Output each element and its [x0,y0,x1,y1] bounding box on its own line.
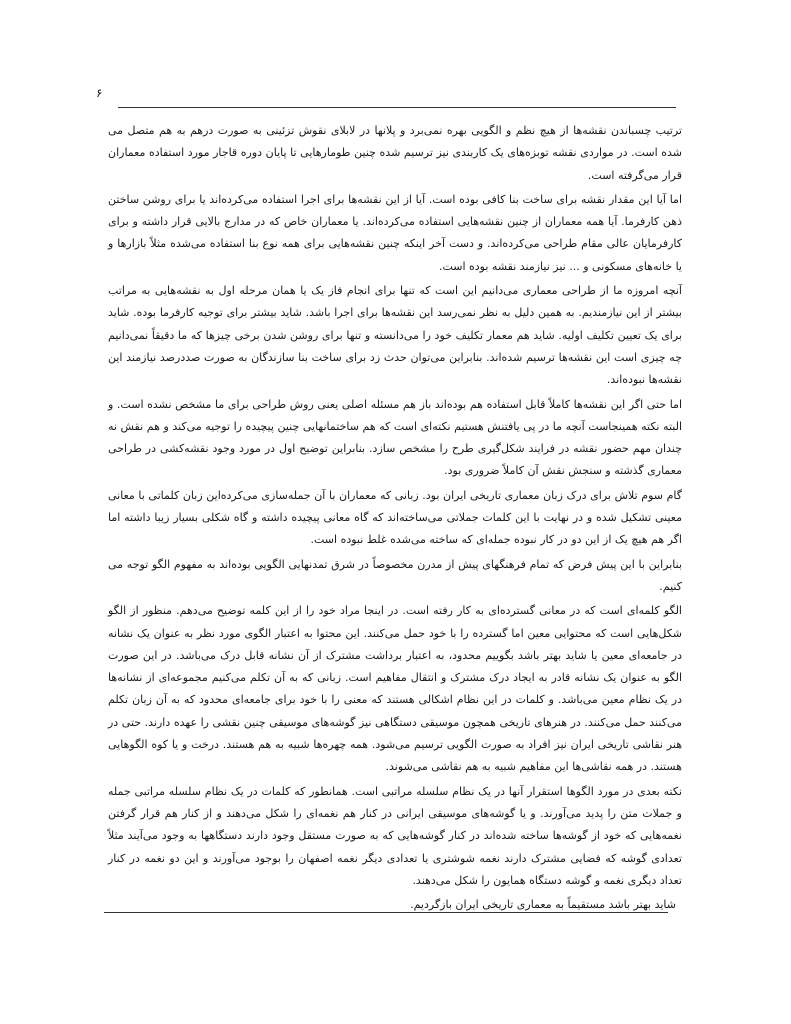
paragraph-2: اما آیا این مقدار نقشه برای ساخت بنا کافی بوده است. آیا از این نقشه‌ها برای اجرا استفاده می‌کرده‌اند یا برای روشن ساختن ذهن کارفرما. آیا همه معماران از چنین نقشه‌هایی استفاده می‌کرده‌اند. یا معماران خاص که در مدارج بالایی قرار داشته و برای کارفرمایان عالی مقام طراحی می‌کرده‌اند. و دست آخر اینکه چنین نقشه‌هایی برای همه نوع بنا استفاده می‌شده مثلاً بازارها و یا خانه‌های مسکونی و ... نیز نیازمند نقشه بوده است. [108,192,682,273]
paragraph-4: اما حتی اگر این نقشه‌ها کاملاً قابل استفاده هم بوده‌اند باز هم مسئله اصلی یعنی روش طراحی برای ما مشخص نشده است. و البته نکته همینجاست آنچه ما در پی یافتنش هستیم نکته‌ای است که هم ساختمانهایی چنین پیچیده را توجیه می‌کند و هم نقش نه چندان مهم حضور نقشه در فرایند شکل‌گیری طرح را مشخص سازد. بنابراین توضیح اول در مورد وجود نقشه‌کشی در طراحی معماری گذشته و سنجش نقش آن کاملاً ضروری بود. [108,397,682,478]
footer-rule [104,912,668,913]
paragraph-6: بنابراین با این پیش فرض که تمام فرهنگهای پیش از مدرن مخصوصاً در شرق تمدنهایی الگویی بوده‌اند به مفهوم الگو توجه می کنیم. [108,557,682,593]
paragraph-8: نکته بعدی در مورد الگوها استقرار آنها در یک نظام سلسله مراتبی است. همانطور که کلمات در یک نظام سلسله مراتبی جمله و جملات متن را پدید می‌آورند. و یا گوشه‌های موسیقی ایرانی در کنار هم نغمه‌ای را شکل می‌دهند و از کنار هم قرار گرفتن نغمه‌هایی که خود از گوشه‌ها ساخته شده‌اند در کنار گوشه‌هایی که به صورت مستقل وجود دارند دستگاهها به وجود می‌آیند مثلاً تعدادی گوشه که فضایی مشترک دارند نغمه شوشتری یا تعدادی دیگر نغمه اصفهان را بوجود می‌آورند و این دو نغمه در کنار تعداد دیگری نغمه و گوشه دستگاه همایون را شکل می‌دهند. [108,784,682,887]
paragraph-1: ترتیب چسباندن نقشه‌ها از هیچ نظم و الگویی بهره نمی‌برد و پلانها در لابلای نقوش تزئینی به صورت درهم به هم متصل می شده است. در مواردی نقشه توبزه‌های یک کاربندی نیز ترسیم شده چنین طومارهایی تا پایان دوره قاجار مورد استفاده معماران قرار می‌گرفته است. [108,124,682,182]
body-text [108,120,682,918]
paragraph-7: الگو کلمه‌ای است که در معانی گسترده‌ای به کار رفته است. در اینجا مراد خود را از این کلمه توضیح می‌دهم. منظور از الگو شکل‌هایی است که محتوایی معین اما گسترده را با خود حمل می‌کنند. این محتوا به اعتبار الگوی مورد نظر به عنوان یک نشانه در جامعه‌ای معین یا شاید بهتر باشد بگوییم محدود، به اعتبار برداشت مشترک از آن نشانه قابل درک می‌باشد. در این صورت الگو به عنوان یک نشانه قادر به ایجاد درک مشترک و انتقال مفاهیم است. زبانی که به آن تکلم می‌کنیم مجموعه‌ای از نشانه‌ها در یک نظام معین می‌باشد. و کلمات در این نظام اشکالی هستند که معنی را با خود برای جامعه‌ای محدود که به آن زبان تکلم می‌کنند حمل می‌کنند. در هنرهای تاریخی همچون موسیقی دستگاهی نیز گوشه‌های موسیقی چنین نقشی را عهده دارند. حتی در هنر نقاشی تاریخی ایران نیز افراد به صورت الگویی ترسیم می‌شود. همه چهره‌ها شبیه به هم هستند. درخت و یا کوه الگوهایی هستند. در همه نقاشی‌ها این مفاهیم شبیه به هم نقاشی می‌شوند. [108,604,682,774]
page-number: ۶ [96,86,103,100]
paragraph-3: آنچه امروزه ما از طراحی معماری می‌دانیم این است که تنها برای انجام فاز یک یا همان مرحله اول به نقشه‌هایی به مراتب بیشتر از این نیازمندیم. به همین دلیل به نظر نمی‌رسد این نقشه‌ها برای اجرا باشد. شاید بیشتر برای توجیه کارفرما بوده. شاید برای یک تعیین تکلیف اولیه. شاید هم معمار تکلیف خود را می‌دانسته و تنها برای روشن شدن برخی چیزها که ما دقیقاً نمی‌دانیم چه چیزی است این نقشه‌ها ترسیم شده‌اند. بنابراین می‌توان حدث زد برای ساخت بنا سازندگان به صورت صددرصد نیازمند این نقشه‌ها نبوده‌اند. [108,284,682,387]
paragraph-5: گام سوم تلاش برای درک زبان معماری تاریخی ایران بود. زبانی که معماران با آن جمله‌سازی می‌کرده‌این زبان کلماتی با معانی معینی تشکیل شده و در نهایت با این کلمات جملاتی می‌ساخته‌اند که گاه معانی پیچیده داشته و گاه شکلی بسیار زیبا داشته اما اگر هم هیچ یک از این دو در کار نبوده جمله‌ای که ساخته می‌شده غلط نبوده است. [108,488,682,547]
paragraph-9: شاید بهتر باشد مستقیماً به معماری تاریخی ایران بازگردیم. [410,898,676,912]
header-rule [118,107,676,108]
